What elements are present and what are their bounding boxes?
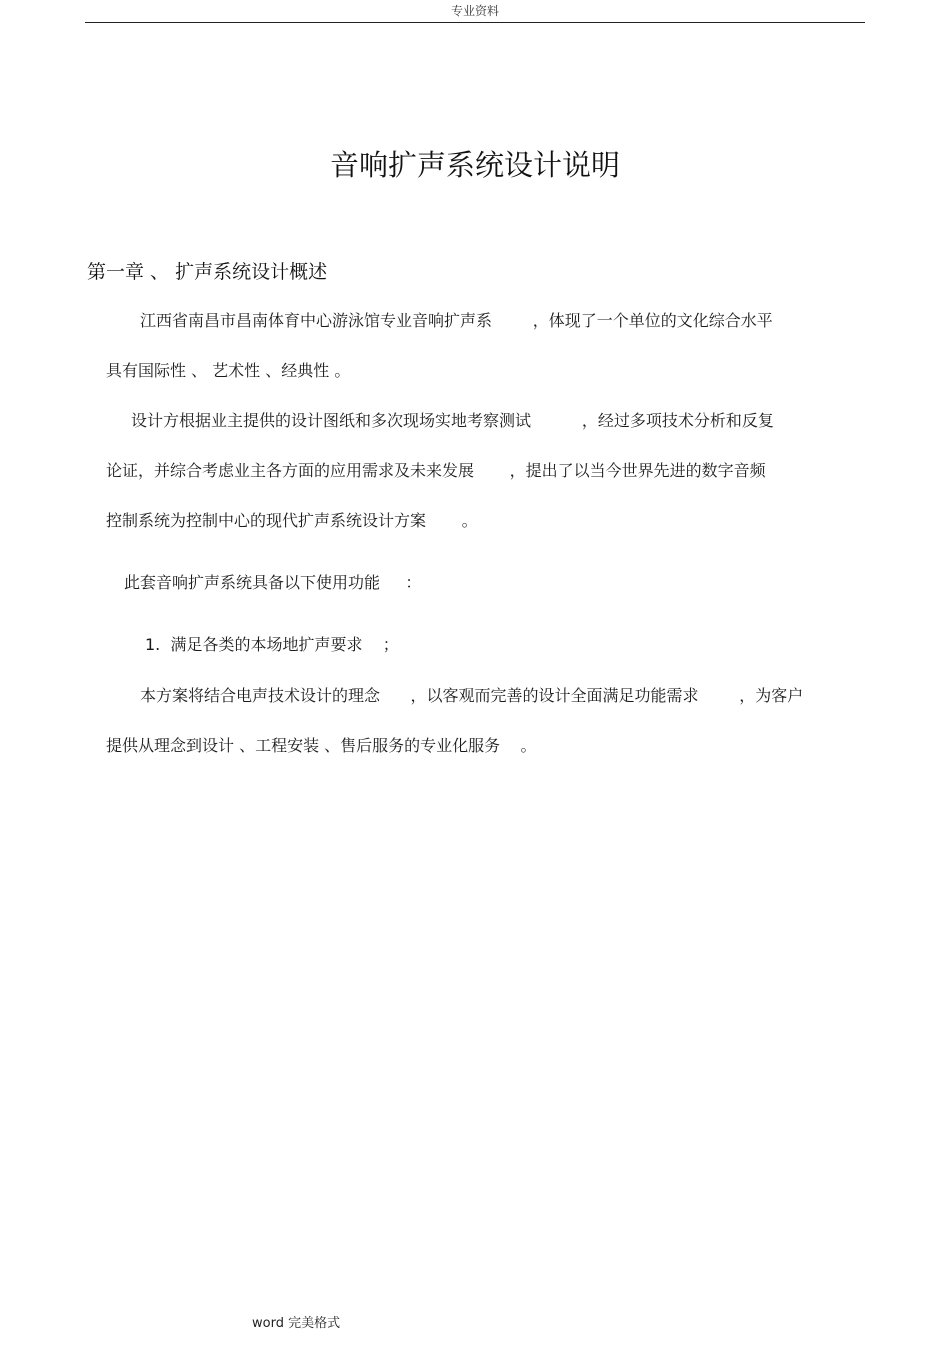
paragraph-3-line-1: 此套音响扩声系统具备以下使用功能 ： (124, 573, 422, 592)
paragraph-2-line-3: 控制系统为控制中心的现代扩声系统设计方案 。 (106, 511, 478, 530)
page-header-text: 专业资料 (450, 4, 499, 18)
header-divider (85, 22, 865, 23)
paragraph-2-line-1: 设计方根据业主提供的设计图纸和多次现场实地考察测试 ，经过多项技术分析和反复 (131, 411, 774, 430)
chapter-heading: 第一章 、 扩声系统设计概述 (87, 261, 328, 283)
list-item-1: 1. 满足各类的本场地扩声要求 ； (145, 635, 399, 654)
paragraph-1-line-2: 具有国际性 、 艺术性 、经典性 。 (106, 361, 351, 380)
paragraph-4-line-1: 本方案将结合电声技术设计的理念 ，以客观而完善的设计全面满足功能需求 ，为客户 (140, 686, 804, 705)
paragraph-1-line-1: 江西省南昌市昌南体育中心游泳馆专业音响扩声系 ，体现了一个单位的文化综合水平 (140, 311, 773, 330)
page-footer-text: word 完美格式 (252, 1316, 341, 1331)
paragraph-2-line-2: 论证，并综合考虑业主各方面的应用需求及未来发展 ，提出了以当今世界先进的数字音频 (106, 461, 766, 480)
document-title: 音响扩声系统设计说明 (329, 148, 620, 182)
paragraph-4-line-2: 提供从理念到设计 、工程安装 、售后服务的专业化服务 。 (106, 736, 537, 755)
